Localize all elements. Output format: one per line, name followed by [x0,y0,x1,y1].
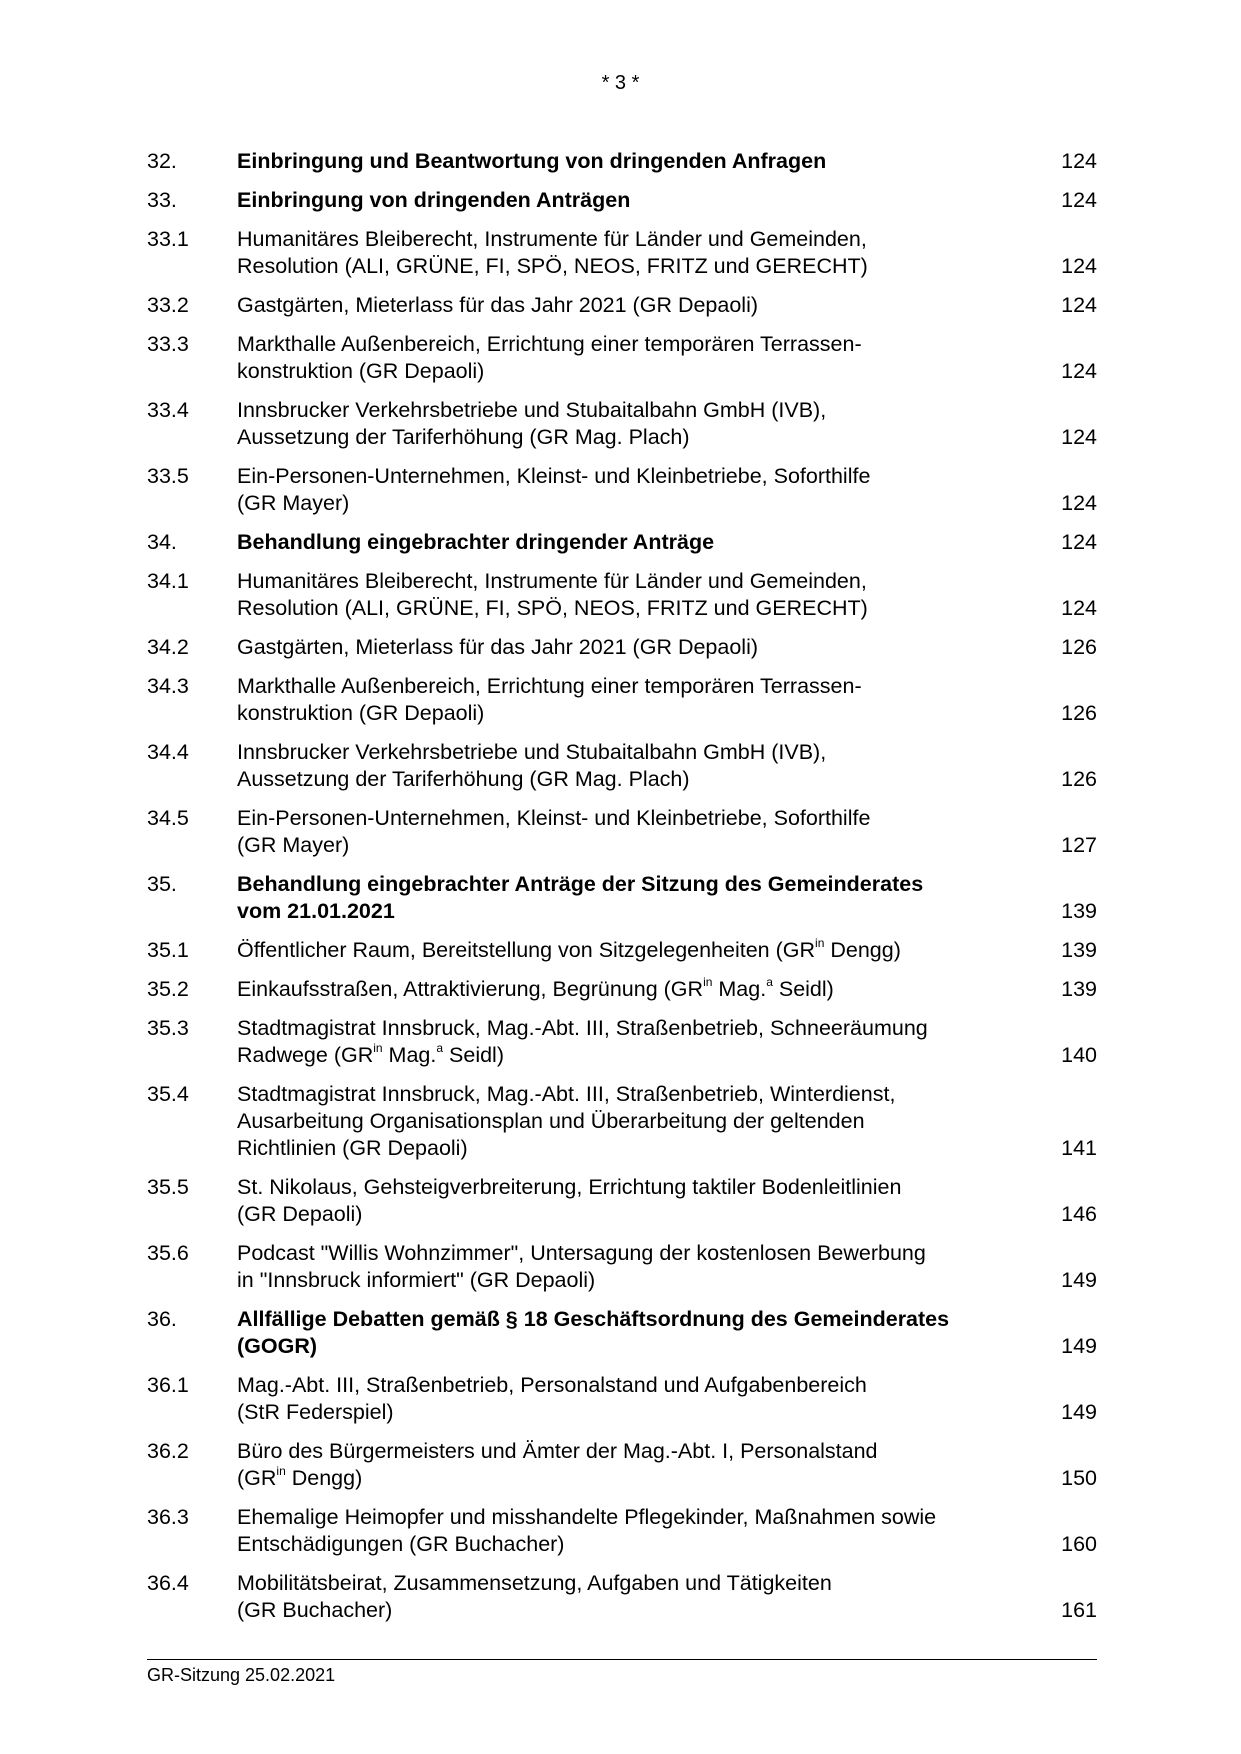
toc-entry-title-line: Ehemalige Heimopfer und misshandelte Pflegekinder, Maßnahmen sowie [237,1505,937,1529]
toc-entry-title-line: Gastgärten, Mieterlass für das Jahr 2021 (GR Depaoli) [237,293,759,317]
toc-entry-number: 35.5 [147,1175,189,1199]
toc-entry-number: 36.2 [147,1439,189,1463]
toc-entry-title-line: Richtlinien (GR Depaoli) [237,1136,468,1160]
toc-entry-title [237,463,1037,517]
toc-entry-number: 35.2 [147,977,189,1001]
toc-entry-title-line: ($GR^{in}$ Dengg) [237,1463,363,1490]
toc-entry-title [237,976,1037,1003]
footer-divider [147,1659,1097,1660]
toc-entry-title-line: Resolution (ALI, GRÜNE, FI, SPÖ, NEOS, FRITZ und GERECHT) [237,254,868,278]
toc-entry-title [237,1504,1037,1558]
toc-entry-title-line: vom 21.01.2021 [237,899,395,923]
toc-entry-title-line: in "Innsbruck informiert" (GR Depaoli) [237,1268,596,1292]
toc-entry-number: 34.4 [147,740,189,764]
toc-entry-number: 34.2 [147,635,189,659]
toc-entry [147,331,1097,385]
toc-entry-title-line: Einbringung und Beantwortung von dringenden Anfragen [237,149,827,173]
toc-entry-number: 32. [147,149,177,173]
toc-entry-page: 149 [1061,1400,1097,1424]
toc-entry [147,1438,1097,1492]
toc-entry-title [237,937,1037,964]
toc-entry-page: 124 [1061,149,1097,173]
toc-entry [147,397,1097,451]
toc-entry-title [237,871,1037,925]
toc-entry-number: 33.4 [147,398,189,422]
toc-entry-page: 124 [1061,359,1097,383]
toc-entry-page: 150 [1061,1466,1097,1490]
toc-entry-page: 124 [1061,254,1097,278]
toc-entry-title-line: (GR Depaoli) [237,1202,363,1226]
toc-entry-page: 139 [1061,977,1097,1001]
toc-entry-number: 33.3 [147,332,189,356]
toc-entry-title-line: Humanitäres Bleiberecht, Instrumente für Länder und Gemeinden, [237,569,867,593]
toc-entry [147,871,1097,925]
toc-entry-title [237,1306,1037,1360]
toc-entry-page: 139 [1061,938,1097,962]
toc-entry-number: 35.6 [147,1241,189,1265]
toc-entry-page: 126 [1061,767,1097,791]
toc-entry-page: 140 [1061,1043,1097,1067]
toc-entry-page: 124 [1061,596,1097,620]
toc-entry [147,463,1097,517]
toc-entry-title-line: Ein-Personen-Unternehmen, Kleinst- und Kleinbetriebe, Soforthilfe [237,464,871,488]
toc-entry [147,805,1097,859]
toc-entry-title-line: Stadtmagistrat Innsbruck, Mag.-Abt. III, Straßenbetrieb, Winterdienst, [237,1082,896,1106]
toc-entry [147,529,1097,556]
toc-entry [147,1015,1097,1069]
toc-entry [147,976,1097,1003]
toc-entry-page: 124 [1061,188,1097,212]
toc-entry-page: 124 [1061,425,1097,449]
toc-entry [147,673,1097,727]
toc-entry [147,1174,1097,1228]
footer-session-date: GR-Sitzung 25.02.2021 [147,1665,336,1685]
toc-entry-page: 141 [1061,1136,1097,1160]
toc-entry-page: 127 [1061,833,1097,857]
toc-entry-title-line: Allfällige Debatten gemäß § 18 Geschäftsordnung des Gemeinderates [237,1307,950,1331]
toc-entry-title-line: Einkaufsstraßen, Attraktivierung, Begrünung ($GR^{in}$ Mag.$^a$ Seidl) [237,974,834,1001]
toc-entry [147,634,1097,661]
toc-entry-number: 36.4 [147,1571,189,1595]
page-number: * 3 * [601,72,640,94]
toc-entry-title [237,739,1037,793]
toc-entry-title [237,1081,1037,1162]
toc-entry [147,1240,1097,1294]
toc-entry-title-line: Gastgärten, Mieterlass für das Jahr 2021 (GR Depaoli) [237,635,759,659]
toc-entry-title-line: Radwege ($GR^{in}$ Mag.$^a$ Seidl) [237,1040,504,1067]
toc-entry-title-line: Resolution (ALI, GRÜNE, FI, SPÖ, NEOS, FRITZ und GERECHT) [237,596,868,620]
toc-entry-page: 124 [1061,530,1097,554]
toc-entry [147,568,1097,622]
toc-entry-title-line: Einbringung von dringenden Anträgen [237,188,631,212]
toc-entry [147,1081,1097,1162]
toc-entry-number: 33.5 [147,464,189,488]
toc-entry [147,1306,1097,1360]
toc-entry-title [237,1372,1037,1426]
toc-entry-number: 36.3 [147,1505,189,1529]
toc-entry-title [237,673,1037,727]
toc-entry-title [237,529,1037,556]
toc-entry-title-line: Behandlung eingebrachter dringender Anträge [237,530,715,554]
toc-entry-page: 146 [1061,1202,1097,1226]
toc-entry-title-line: Markthalle Außenbereich, Errichtung einer temporären Terrassen- [237,674,862,698]
toc-entry-page: 149 [1061,1334,1097,1358]
toc-entry-title [237,1438,1037,1492]
toc-entry-number: 33. [147,188,177,212]
toc-entry-number: 35.1 [147,938,189,962]
toc-entry-page: 124 [1061,491,1097,515]
toc-entry [147,292,1097,319]
toc-entry-title [237,226,1037,280]
toc-entry-title-line: Markthalle Außenbereich, Errichtung einer temporären Terrassen- [237,332,862,356]
toc-entry-title-line: Mobilitätsbeirat, Zusammensetzung, Aufgaben und Tätigkeiten [237,1571,832,1595]
toc-entry-title-line: konstruktion (GR Depaoli) [237,701,485,725]
toc-entry-title-line: Humanitäres Bleiberecht, Instrumente für Länder und Gemeinden, [237,227,867,251]
toc-entry-page: 160 [1061,1532,1097,1556]
toc-entry-title [237,1174,1037,1228]
toc-entry-title-line: Innsbrucker Verkehrsbetriebe und Stubaitalbahn GmbH (IVB), [237,398,827,422]
toc-entry-number: 36.1 [147,1373,189,1397]
toc-entry-number: 33.2 [147,293,189,317]
toc-entry-page: 126 [1061,701,1097,725]
toc-entry-number: 35.3 [147,1016,189,1040]
toc-entry [147,1372,1097,1426]
toc-entry-title-line: Podcast "Willis Wohnzimmer", Untersagung der kostenlosen Bewerbung [237,1241,926,1265]
toc-entry-title-line: Ausarbeitung Organisationsplan und Überarbeitung der geltenden [237,1109,865,1133]
toc-entry-title-line: Entschädigungen (GR Buchacher) [237,1532,565,1556]
toc-entry-title-line: Büro des Bürgermeisters und Ämter der Mag.-Abt. I, Personalstand [237,1439,878,1463]
toc-entry-title-line: Aussetzung der Tariferhöhung (GR Mag. Plach) [237,767,690,791]
toc-entry [147,937,1097,964]
toc-entry-title-line: Behandlung eingebrachter Anträge der Sitzung des Gemeinderates [237,872,924,896]
toc-entry-number: 34.1 [147,569,189,593]
toc-entry-number: 35.4 [147,1082,189,1106]
toc-entry-page: 126 [1061,635,1097,659]
toc-entry-title-line: (StR Federspiel) [237,1400,394,1424]
toc-entry-number: 36. [147,1307,177,1331]
toc-entry-title-line: (GR Mayer) [237,833,350,857]
toc-entry-title-line: konstruktion (GR Depaoli) [237,359,485,383]
toc-entry [147,148,1097,175]
toc-entry-title [237,397,1037,451]
toc-entry-title-line: Stadtmagistrat Innsbruck, Mag.-Abt. III, Straßenbetrieb, Schneeräumung [237,1016,928,1040]
toc-entry [147,1570,1097,1624]
toc-entry-page: 139 [1061,899,1097,923]
toc-entry-title-line: (GR Mayer) [237,491,350,515]
toc-entry-title [237,187,1037,214]
toc-entry-title [237,634,1037,661]
toc-entry-title [237,568,1037,622]
toc-entry-title [237,331,1037,385]
toc-entry-title [237,148,1037,175]
toc-entry-title [237,1015,1037,1069]
toc-entry [147,187,1097,214]
toc-entry-title [237,805,1037,859]
table-of-contents [147,148,1097,1636]
toc-entry-title-line: Ein-Personen-Unternehmen, Kleinst- und Kleinbetriebe, Soforthilfe [237,806,871,830]
toc-entry-number: 33.1 [147,227,189,251]
toc-entry [147,1504,1097,1558]
toc-entry-number: 35. [147,872,177,896]
toc-entry-page: 124 [1061,293,1097,317]
toc-entry [147,226,1097,280]
toc-entry-title [237,1240,1037,1294]
toc-entry-title-line: Öffentlicher Raum, Bereitstellung von Sitzgelegenheiten ($GR^{in}$ Dengg) [237,935,901,962]
toc-entry-number: 34.3 [147,674,189,698]
toc-entry [147,739,1097,793]
toc-entry-page: 161 [1061,1598,1097,1622]
toc-entry-title [237,1570,1037,1624]
toc-entry-title-line: St. Nikolaus, Gehsteigverbreiterung, Errichtung taktiler Bodenleitlinien [237,1175,902,1199]
toc-entry-title-line: Innsbrucker Verkehrsbetriebe und Stubaitalbahn GmbH (IVB), [237,740,827,764]
toc-entry-number: 34. [147,530,177,554]
toc-entry-title-line: (GOGR) [237,1334,318,1358]
toc-entry-title-line: Mag.-Abt. III, Straßenbetrieb, Personalstand und Aufgabenbereich [237,1373,867,1397]
toc-entry-title [237,292,1037,319]
toc-entry-title-line: (GR Buchacher) [237,1598,393,1622]
toc-entry-number: 34.5 [147,806,189,830]
toc-entry-title-line: Aussetzung der Tariferhöhung (GR Mag. Plach) [237,425,690,449]
toc-entry-page: 149 [1061,1268,1097,1292]
